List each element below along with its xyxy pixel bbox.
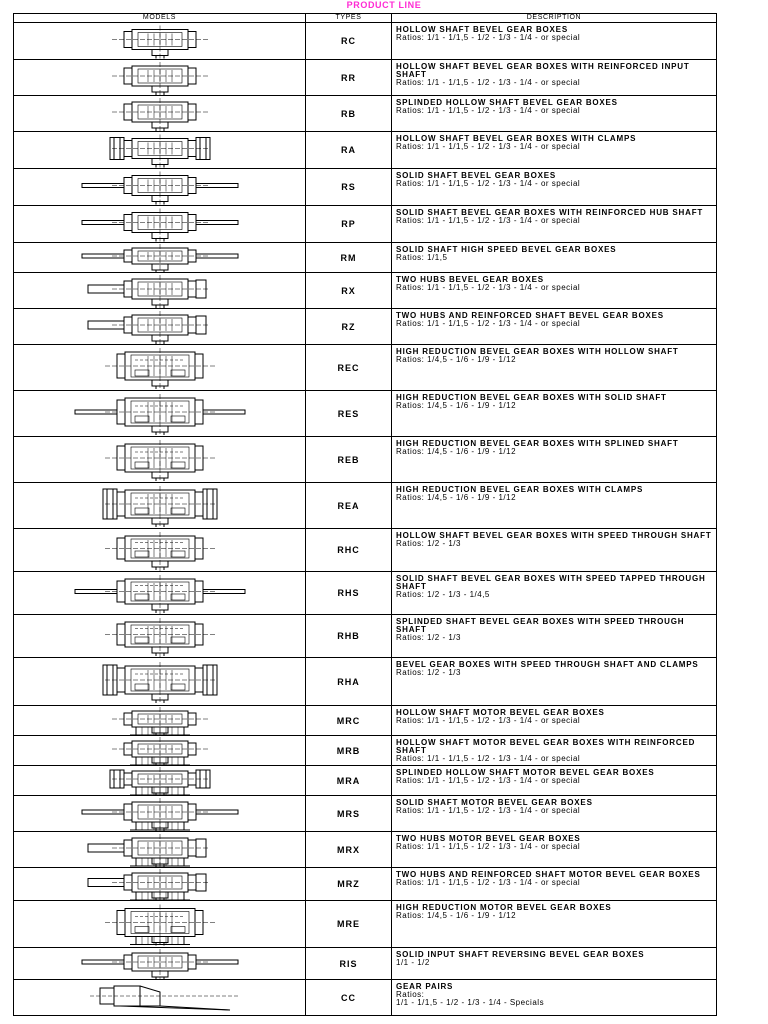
type-code: RES bbox=[306, 391, 392, 437]
table-row bbox=[14, 529, 717, 572]
type-code: RIS bbox=[306, 948, 392, 980]
description-ratios: Ratios: 1/1 - 1/1,5 - 1/2 - 1/3 - 1/4 - or special bbox=[396, 78, 581, 87]
type-code: RB bbox=[306, 96, 392, 132]
model-drawing-cell bbox=[14, 832, 306, 868]
gearbox-drawing-icon bbox=[60, 207, 260, 242]
description-ratios: 1/1 - 1/2 bbox=[396, 958, 430, 967]
table-row bbox=[14, 169, 717, 206]
model-drawing-cell bbox=[14, 243, 306, 273]
type-code: RX bbox=[306, 273, 392, 309]
description-ratios: Ratios: 1/2 - 1/3 bbox=[396, 539, 461, 548]
table-row bbox=[14, 345, 717, 391]
model-drawing-cell bbox=[14, 60, 306, 96]
description-cell bbox=[392, 96, 717, 132]
description-ratios: Ratios: 1/2 - 1/3 - 1/4,5 bbox=[396, 590, 490, 599]
table-row bbox=[14, 796, 717, 832]
model-drawing-cell bbox=[14, 23, 306, 60]
description-cell bbox=[392, 948, 717, 980]
type-code: MRS bbox=[306, 796, 392, 832]
model-drawing-cell bbox=[14, 345, 306, 391]
table-row bbox=[14, 132, 717, 169]
gearbox-drawing-icon bbox=[60, 170, 260, 205]
description-cell bbox=[392, 60, 717, 96]
description-cell bbox=[392, 615, 717, 658]
table-row bbox=[14, 437, 717, 483]
description-ratios: Ratios: 1/1,5 bbox=[396, 253, 448, 262]
description-title: HIGH REDUCTION BEVEL GEAR BOXES WITH SPLINED SHAFT bbox=[396, 439, 679, 448]
description-title: BEVEL GEAR BOXES WITH SPEED THROUGH SHAFT AND CLAMPS bbox=[396, 660, 699, 669]
type-code: REC bbox=[306, 345, 392, 391]
description-title: HOLLOW SHAFT BEVEL GEAR BOXES bbox=[396, 25, 568, 34]
table-row bbox=[14, 868, 717, 901]
description-title: HIGH REDUCTION BEVEL GEAR BOXES WITH SOLID SHAFT bbox=[396, 393, 667, 402]
model-drawing-cell bbox=[14, 206, 306, 243]
gearbox-drawing-icon bbox=[60, 573, 260, 614]
description-cell bbox=[392, 766, 717, 796]
description-title: TWO HUBS MOTOR BEVEL GEAR BOXES bbox=[396, 834, 581, 843]
description-ratios: Ratios: 1/4,5 - 1/6 - 1/9 - 1/12 bbox=[396, 401, 517, 410]
description-ratios: Ratios: 1/1 - 1/1,5 - 1/2 - 1/3 - 1/4 - or special bbox=[396, 716, 581, 725]
models-column-header: MODELS bbox=[14, 14, 306, 23]
description-cell bbox=[392, 309, 717, 345]
description-cell bbox=[392, 832, 717, 868]
description-cell bbox=[392, 658, 717, 706]
type-code: RZ bbox=[306, 309, 392, 345]
table-row bbox=[14, 706, 717, 736]
model-drawing-cell bbox=[14, 868, 306, 901]
description-title: HOLLOW SHAFT BEVEL GEAR BOXES WITH REINFORCED INPUT SHAFT bbox=[396, 62, 690, 79]
description-cell bbox=[392, 868, 717, 901]
table-row bbox=[14, 901, 717, 948]
description-title: HOLLOW SHAFT MOTOR BEVEL GEAR BOXES bbox=[396, 708, 605, 717]
table-row bbox=[14, 766, 717, 796]
description-ratios: Ratios: 1/1 - 1/1,5 - 1/2 - 1/3 - 1/4 - Specials bbox=[396, 990, 545, 1007]
gearbox-drawing-icon bbox=[60, 707, 260, 735]
type-code: CC bbox=[306, 980, 392, 1016]
table-row bbox=[14, 96, 717, 132]
gearbox-drawing-icon bbox=[60, 438, 260, 482]
table-row bbox=[14, 980, 717, 1016]
description-title: SPLINDED HOLLOW SHAFT MOTOR BEVEL GEAR BOXES bbox=[396, 768, 655, 777]
description-ratios: Ratios: 1/2 - 1/3 bbox=[396, 668, 461, 677]
model-drawing-cell bbox=[14, 901, 306, 948]
gearbox-drawing-icon bbox=[60, 244, 260, 272]
gearbox-drawing-icon bbox=[60, 97, 260, 131]
description-title: HOLLOW SHAFT MOTOR BEVEL GEAR BOXES WITH REINFORCED SHAFT bbox=[396, 738, 696, 755]
model-drawing-cell bbox=[14, 706, 306, 736]
description-title: TWO HUBS AND REINFORCED SHAFT BEVEL GEAR BOXES bbox=[396, 311, 664, 320]
description-cell bbox=[392, 572, 717, 615]
gearbox-drawing-icon bbox=[60, 737, 260, 765]
description-title: SOLID SHAFT HIGH SPEED BEVEL GEAR BOXES bbox=[396, 245, 617, 254]
gearbox-drawing-icon bbox=[60, 133, 260, 168]
description-cell bbox=[392, 23, 717, 60]
model-drawing-cell bbox=[14, 96, 306, 132]
description-ratios: Ratios: 1/1 - 1/1,5 - 1/2 - 1/3 - 1/4 - or special bbox=[396, 33, 581, 42]
type-code: RHS bbox=[306, 572, 392, 615]
gearbox-drawing-icon bbox=[60, 797, 260, 831]
description-ratios: Ratios: 1/1 - 1/1,5 - 1/2 - 1/3 - 1/4 - or special bbox=[396, 319, 581, 328]
model-drawing-cell bbox=[14, 736, 306, 766]
table-row bbox=[14, 243, 717, 273]
type-code: RR bbox=[306, 60, 392, 96]
type-code: RHC bbox=[306, 529, 392, 572]
description-cell bbox=[392, 901, 717, 948]
type-code: MRA bbox=[306, 766, 392, 796]
table-row bbox=[14, 832, 717, 868]
description-title: HIGH REDUCTION BEVEL GEAR BOXES WITH HOLLOW SHAFT bbox=[396, 347, 679, 356]
gearbox-drawing-icon bbox=[60, 484, 260, 528]
type-code: MRC bbox=[306, 706, 392, 736]
description-title: SPLINDED HOLLOW SHAFT BEVEL GEAR BOXES bbox=[396, 98, 618, 107]
description-title: HOLLOW SHAFT BEVEL GEAR BOXES WITH CLAMPS bbox=[396, 134, 637, 143]
type-code: MRZ bbox=[306, 868, 392, 901]
gearbox-drawing-icon bbox=[60, 902, 260, 947]
table-row bbox=[14, 60, 717, 96]
description-title: HOLLOW SHAFT BEVEL GEAR BOXES WITH SPEED THROUGH SHAFT bbox=[396, 531, 712, 540]
description-cell bbox=[392, 132, 717, 169]
model-drawing-cell bbox=[14, 309, 306, 345]
description-cell bbox=[392, 437, 717, 483]
model-drawing-cell bbox=[14, 273, 306, 309]
type-code: RHB bbox=[306, 615, 392, 658]
table-row bbox=[14, 309, 717, 345]
gearbox-drawing-icon bbox=[60, 767, 260, 795]
description-ratios: Ratios: 1/1 - 1/1,5 - 1/2 - 1/3 - 1/4 - or special bbox=[396, 216, 581, 225]
model-drawing-cell bbox=[14, 766, 306, 796]
table-row bbox=[14, 273, 717, 309]
gearbox-drawing-icon bbox=[60, 869, 260, 900]
description-ratios: Ratios: 1/1 - 1/1,5 - 1/2 - 1/3 - 1/4 - or special bbox=[396, 878, 581, 887]
table-row bbox=[14, 206, 717, 243]
type-code: RHA bbox=[306, 658, 392, 706]
type-code: REA bbox=[306, 483, 392, 529]
model-drawing-cell bbox=[14, 948, 306, 980]
gearbox-drawing-icon bbox=[60, 949, 260, 979]
description-ratios: Ratios: 1/2 - 1/3 bbox=[396, 633, 461, 642]
gearbox-drawing-icon bbox=[60, 616, 260, 657]
model-drawing-cell bbox=[14, 658, 306, 706]
description-title: HIGH REDUCTION MOTOR BEVEL GEAR BOXES bbox=[396, 903, 612, 912]
description-title: TWO HUBS AND REINFORCED SHAFT MOTOR BEVEL GEAR BOXES bbox=[396, 870, 701, 879]
model-drawing-cell bbox=[14, 796, 306, 832]
gearbox-drawing-icon bbox=[60, 24, 260, 59]
type-code: REB bbox=[306, 437, 392, 483]
description-cell bbox=[392, 706, 717, 736]
description-ratios: Ratios: 1/1 - 1/1,5 - 1/2 - 1/3 - 1/4 - or special bbox=[396, 179, 581, 188]
table-row bbox=[14, 483, 717, 529]
model-drawing-cell bbox=[14, 980, 306, 1016]
model-drawing-cell bbox=[14, 572, 306, 615]
description-cell bbox=[392, 206, 717, 243]
description-cell bbox=[392, 391, 717, 437]
description-cell bbox=[392, 345, 717, 391]
type-code: RM bbox=[306, 243, 392, 273]
type-code: RP bbox=[306, 206, 392, 243]
description-cell bbox=[392, 980, 717, 1016]
model-drawing-cell bbox=[14, 132, 306, 169]
description-ratios: Ratios: 1/4,5 - 1/6 - 1/9 - 1/12 bbox=[396, 447, 517, 456]
table-row bbox=[14, 572, 717, 615]
type-code: MRX bbox=[306, 832, 392, 868]
type-code: RS bbox=[306, 169, 392, 206]
types-column-header: TYPES bbox=[306, 14, 392, 23]
gearbox-drawing-icon bbox=[60, 310, 260, 344]
table-row bbox=[14, 736, 717, 766]
model-drawing-cell bbox=[14, 615, 306, 658]
description-ratios: Ratios: 1/1 - 1/1,5 - 1/2 - 1/3 - 1/4 - or special bbox=[396, 106, 581, 115]
description-ratios: Ratios: 1/4,5 - 1/6 - 1/9 - 1/12 bbox=[396, 493, 517, 502]
type-code: RA bbox=[306, 132, 392, 169]
description-ratios: Ratios: 1/4,5 - 1/6 - 1/9 - 1/12 bbox=[396, 911, 517, 920]
gearbox-drawing-icon bbox=[60, 833, 260, 867]
description-title: SOLID INPUT SHAFT REVERSING BEVEL GEAR BOXES bbox=[396, 950, 645, 959]
gearbox-drawing-icon bbox=[60, 346, 260, 390]
table-row bbox=[14, 391, 717, 437]
model-drawing-cell bbox=[14, 437, 306, 483]
description-ratios: Ratios: 1/1 - 1/1,5 - 1/2 - 1/3 - 1/4 - or special bbox=[396, 283, 581, 292]
model-drawing-cell bbox=[14, 529, 306, 572]
model-drawing-cell bbox=[14, 391, 306, 437]
gearbox-drawing-icon bbox=[60, 392, 260, 436]
table-header-row bbox=[14, 14, 717, 23]
product-table bbox=[13, 13, 717, 1016]
description-cell bbox=[392, 169, 717, 206]
page-title: PRODUCT LINE bbox=[346, 0, 422, 10]
table-row bbox=[14, 948, 717, 980]
description-column-header: DESCRIPTION bbox=[392, 14, 717, 23]
description-title: GEAR PAIRS bbox=[396, 982, 454, 991]
description-title: SPLINDED SHAFT BEVEL GEAR BOXES WITH SPEED THROUGH SHAFT bbox=[396, 617, 685, 634]
table-row bbox=[14, 658, 717, 706]
type-code: MRB bbox=[306, 736, 392, 766]
description-title: SOLID SHAFT BEVEL GEAR BOXES WITH REINFORCED HUB SHAFT bbox=[396, 208, 704, 217]
gearbox-drawing-icon bbox=[60, 981, 260, 1015]
gearbox-drawing-icon bbox=[60, 61, 260, 95]
description-ratios: Ratios: 1/1 - 1/1,5 - 1/2 - 1/3 - 1/4 - or special bbox=[396, 754, 581, 763]
gearbox-drawing-icon bbox=[60, 530, 260, 571]
description-ratios: Ratios: 1/1 - 1/1,5 - 1/2 - 1/3 - 1/4 - or special bbox=[396, 142, 581, 151]
description-cell bbox=[392, 796, 717, 832]
description-cell bbox=[392, 243, 717, 273]
description-title: HIGH REDUCTION BEVEL GEAR BOXES WITH CLAMPS bbox=[396, 485, 644, 494]
type-code: RC bbox=[306, 23, 392, 60]
type-code: MRE bbox=[306, 901, 392, 948]
description-cell bbox=[392, 483, 717, 529]
gearbox-drawing-icon bbox=[60, 659, 260, 705]
description-title: SOLID SHAFT BEVEL GEAR BOXES WITH SPEED TAPPED THROUGH SHAFT bbox=[396, 574, 706, 591]
description-title: SOLID SHAFT BEVEL GEAR BOXES bbox=[396, 171, 557, 180]
table-body bbox=[14, 23, 717, 1016]
gearbox-drawing-icon bbox=[60, 274, 260, 308]
model-drawing-cell bbox=[14, 483, 306, 529]
description-ratios: Ratios: 1/1 - 1/1,5 - 1/2 - 1/3 - 1/4 - or special bbox=[396, 842, 581, 851]
description-cell bbox=[392, 529, 717, 572]
description-cell bbox=[392, 736, 717, 766]
description-ratios: Ratios: 1/1 - 1/1,5 - 1/2 - 1/3 - 1/4 - or special bbox=[396, 806, 581, 815]
description-ratios: Ratios: 1/4,5 - 1/6 - 1/9 - 1/12 bbox=[396, 355, 517, 364]
model-drawing-cell bbox=[14, 169, 306, 206]
description-title: TWO HUBS BEVEL GEAR BOXES bbox=[396, 275, 544, 284]
table-row bbox=[14, 615, 717, 658]
table-row bbox=[14, 23, 717, 60]
description-cell bbox=[392, 273, 717, 309]
description-title: SOLID SHAFT MOTOR BEVEL GEAR BOXES bbox=[396, 798, 593, 807]
description-ratios: Ratios: 1/1 - 1/1,5 - 1/2 - 1/3 - 1/4 - or special bbox=[396, 776, 581, 785]
